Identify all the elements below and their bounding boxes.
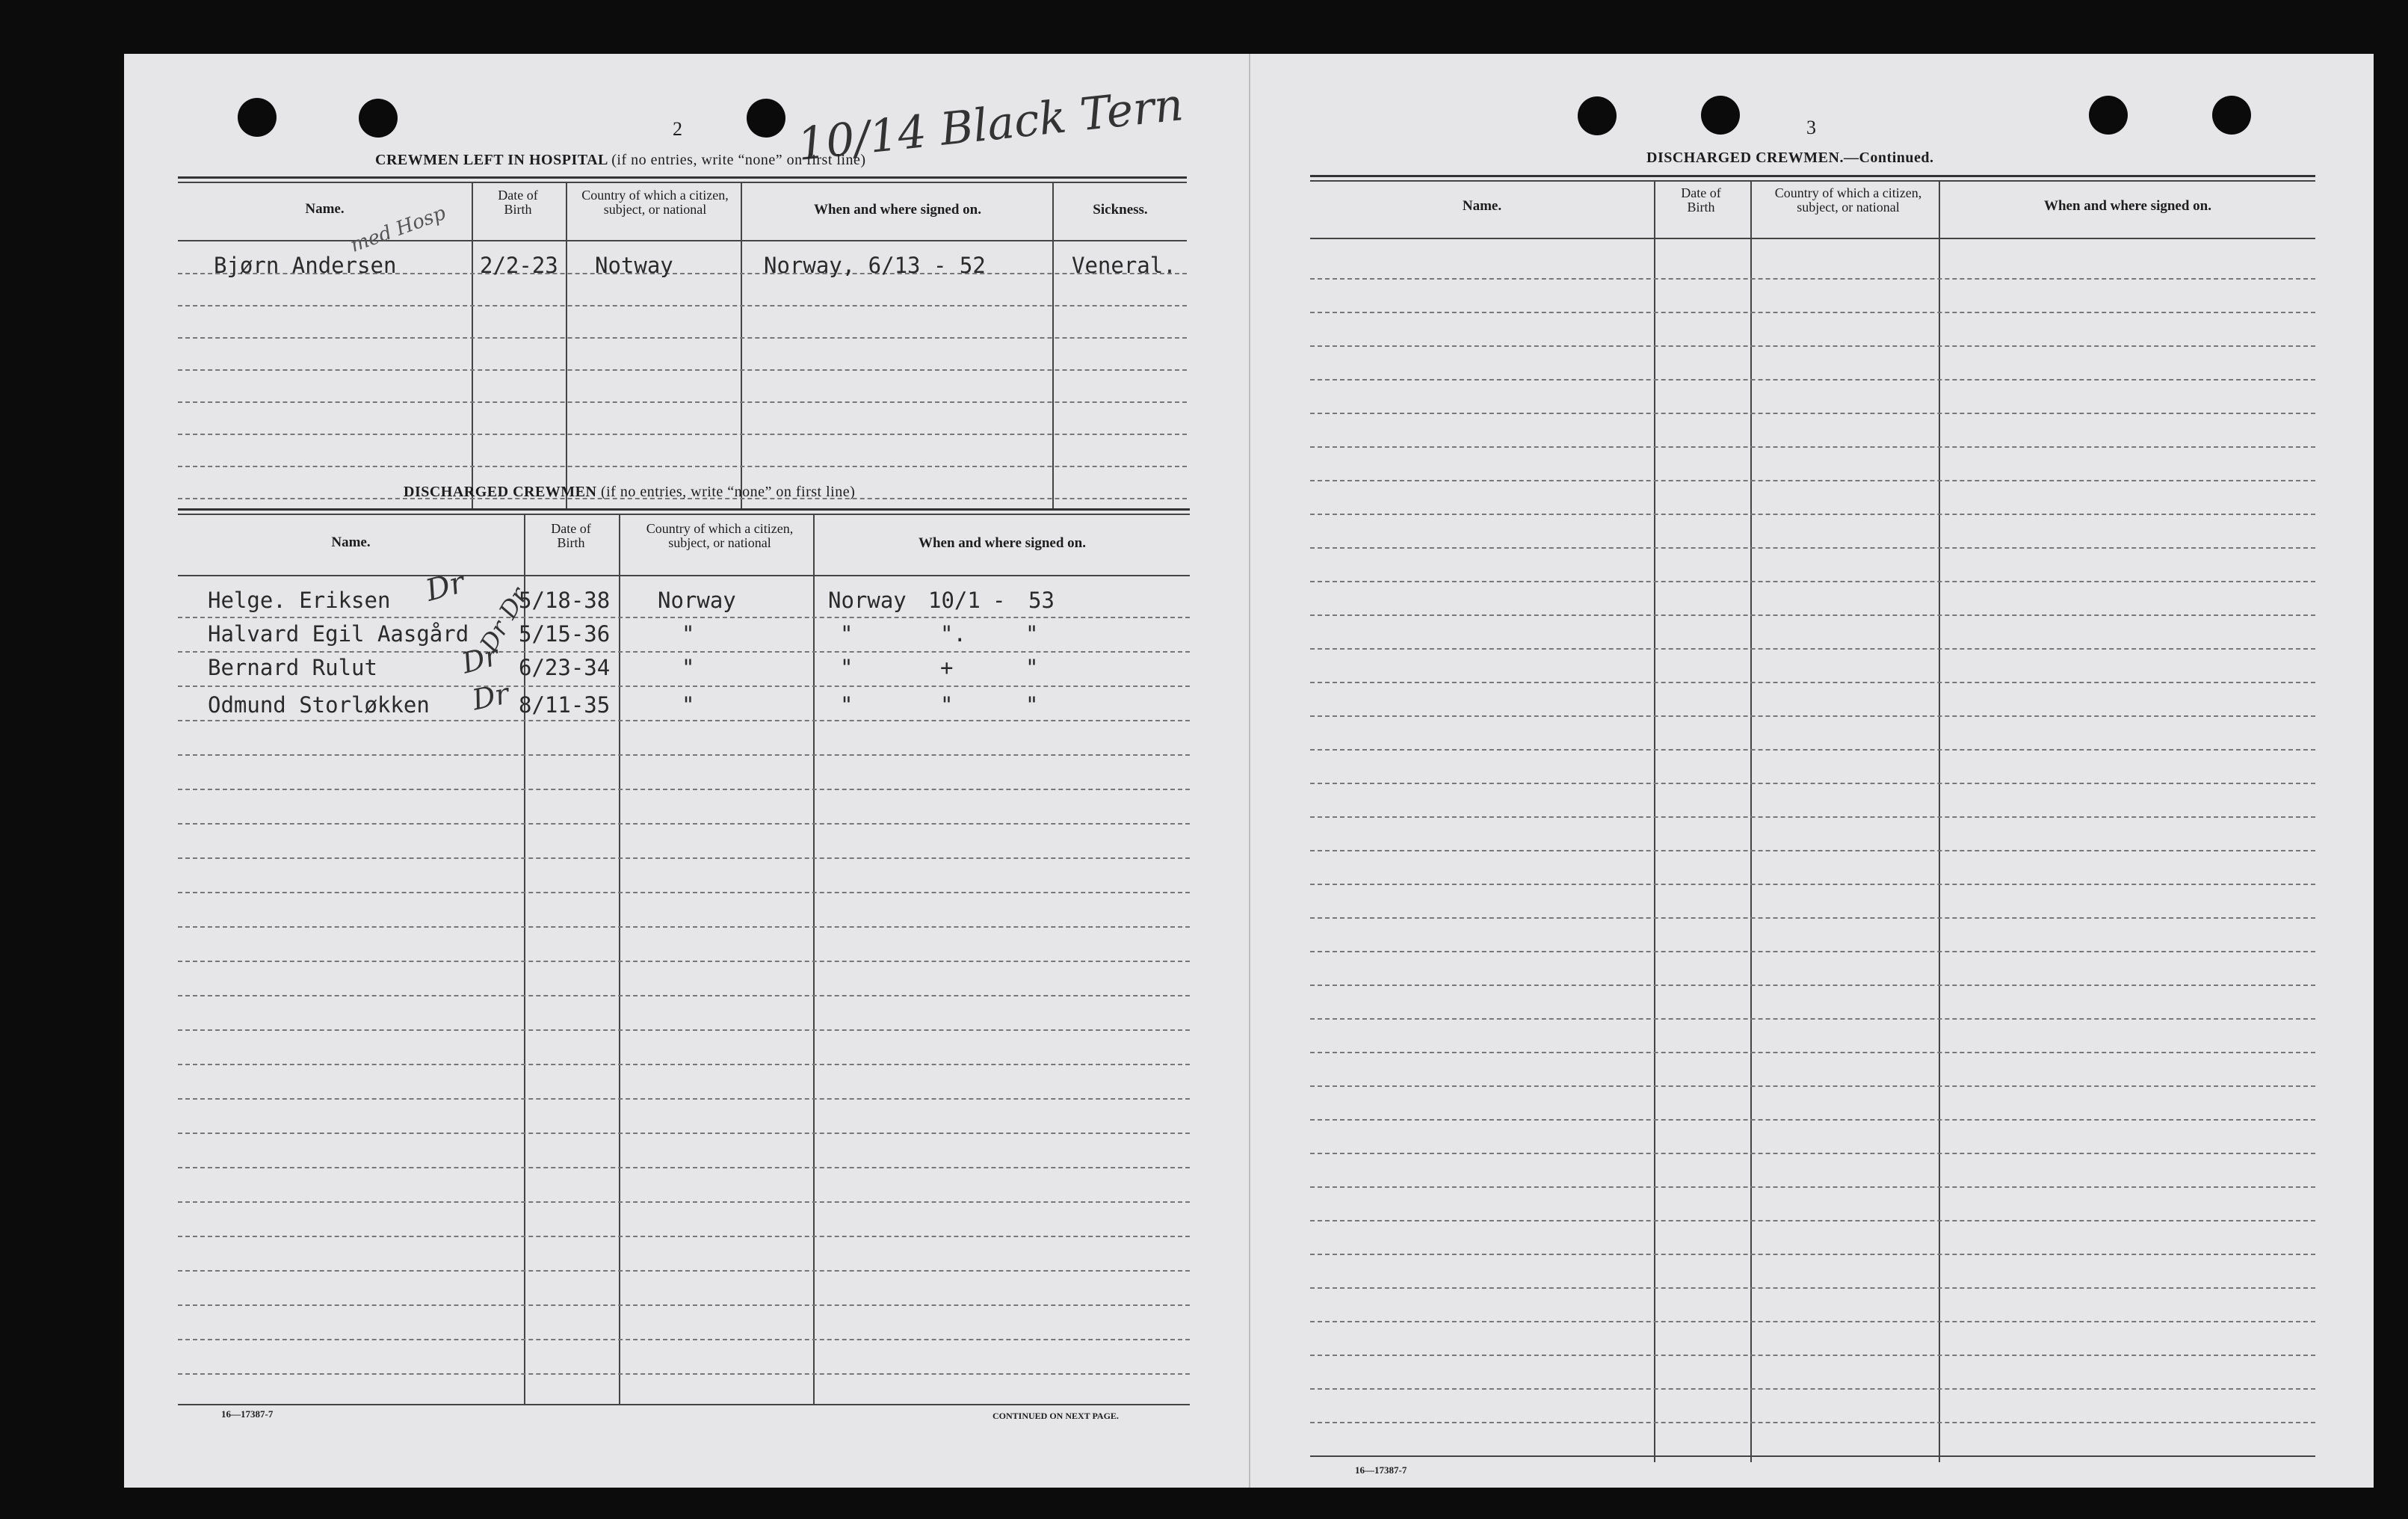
row-line [178, 1304, 1190, 1306]
row-line [1310, 783, 2315, 784]
crew-country: " [682, 692, 695, 718]
row-line [1310, 682, 2315, 683]
row-line [178, 995, 1190, 996]
row-line [178, 685, 1190, 687]
crew-dob: 6/23-34 [519, 655, 611, 680]
column-divider [741, 182, 742, 509]
column-divider [1750, 181, 1752, 1462]
crew-name: Bjørn Andersen [214, 253, 397, 278]
column-header-name: Name. [331, 534, 371, 550]
row-line [178, 337, 1187, 339]
column-header-country: Country of which a citizen, subject, or national [1774, 185, 1922, 215]
discharged-section-title: DISCHARGED CREWMEN (if no entries, write “none” on first line) [404, 484, 856, 500]
row-line [1310, 1388, 2315, 1390]
rule [178, 176, 1187, 179]
row-line [1310, 1321, 2315, 1322]
section-title: DISCHARGED CREWMEN.—Continued. [1646, 150, 1934, 166]
signed-on-year: " [1025, 655, 1039, 680]
row-line [178, 401, 1187, 403]
row-line [1310, 1220, 2315, 1221]
crew-dob: 8/11-35 [519, 692, 611, 718]
rule [178, 1404, 1190, 1405]
row-line [1310, 816, 2315, 818]
column-divider [566, 182, 567, 509]
column-header-signed: When and where signed on. [2043, 198, 2211, 214]
row-line [1310, 547, 2315, 549]
rule [1310, 180, 2315, 182]
column-header-sickness: Sickness. [1093, 202, 1148, 218]
crew-signed-on: Norway, 6/13 - 52 [764, 253, 986, 278]
row-line [178, 1167, 1190, 1168]
handwritten-mark: Dr [458, 638, 502, 680]
punch-hole [359, 99, 398, 138]
crew-country: " [682, 621, 695, 647]
column-divider [1654, 181, 1655, 1462]
column-header-dob: Date of Birth [498, 188, 538, 217]
crew-dob: 5/18-38 [519, 588, 611, 613]
column-header-name: Name. [305, 201, 345, 217]
crew-name: Halvard Egil Aasgård [208, 621, 469, 647]
crew-country: Notway [595, 253, 673, 278]
rule [178, 182, 1187, 183]
row-line [1310, 1018, 2315, 1020]
row-line [178, 1339, 1190, 1340]
punch-hole [238, 98, 277, 137]
row-line [1310, 413, 2315, 414]
continued-note: CONTINUED ON NEXT PAGE. [992, 1411, 1119, 1421]
row-line [1310, 715, 2315, 717]
row-line [178, 892, 1190, 893]
row-line [178, 1270, 1190, 1272]
row-line [1310, 1422, 2315, 1423]
column-header-country: Country of which a citizen, subject, or national [581, 188, 729, 217]
crew-name: Odmund Storløkken [208, 692, 430, 718]
row-line [178, 305, 1187, 306]
row-line [1310, 1254, 2315, 1255]
crew-country: Norway [658, 588, 736, 613]
signed-on-dash: - [992, 588, 1006, 613]
left-page [124, 54, 1249, 1488]
row-line [178, 1064, 1190, 1065]
row-line [1310, 581, 2315, 582]
rule [178, 240, 1187, 241]
punch-hole [747, 99, 785, 138]
crew-dob: 5/15-36 [519, 621, 611, 647]
row-line [178, 720, 1190, 721]
row-line [178, 1236, 1190, 1237]
signed-on-place: " [840, 621, 853, 647]
crew-name: Helge. Eriksen [208, 588, 391, 613]
row-line [1310, 278, 2315, 280]
row-line [178, 926, 1190, 928]
column-divider [1052, 182, 1054, 509]
row-line [1310, 312, 2315, 313]
row-line [178, 789, 1190, 790]
signed-on-place: " [840, 692, 853, 718]
signed-on-date: " [940, 692, 954, 718]
crew-sickness: Veneral. [1072, 253, 1176, 278]
column-header-dob: Date of Birth [551, 521, 591, 550]
rule [1310, 175, 2315, 177]
row-line [1310, 850, 2315, 851]
rule [178, 575, 1190, 576]
row-line [1310, 1287, 2315, 1289]
row-line [178, 651, 1190, 653]
row-line [178, 369, 1187, 371]
row-line [178, 1373, 1190, 1375]
row-line [1310, 1355, 2315, 1356]
signed-on-year: 53 [1028, 588, 1055, 613]
row-line [1310, 917, 2315, 919]
form-number: 16—17387-7 [1355, 1464, 1407, 1476]
row-line [1310, 1119, 2315, 1121]
row-line [1310, 1085, 2315, 1087]
row-line [178, 1133, 1190, 1134]
punch-hole [1578, 96, 1617, 135]
row-line [178, 1201, 1190, 1203]
row-line [1310, 614, 2315, 616]
column-header-dob: Date of Birth [1681, 185, 1721, 215]
row-line [1310, 514, 2315, 515]
signed-on-date: + [940, 655, 954, 680]
signed-on-place: Norway [828, 588, 907, 613]
hospital-section-title: CREWMEN LEFT IN HOSPITAL (if no entries, write “none” on first line) [375, 152, 866, 168]
column-header-country: Country of which a citizen, subject, or national [646, 521, 794, 550]
handwritten-mark: Dr [469, 677, 512, 717]
signed-on-year: " [1025, 621, 1039, 647]
row-line [178, 466, 1187, 467]
row-line [178, 961, 1190, 962]
page-number: 3 [1806, 117, 1816, 138]
row-line [1310, 446, 2315, 448]
row-line [178, 754, 1190, 756]
row-line [1310, 951, 2315, 952]
row-line [178, 434, 1187, 435]
signed-on-date: 10/1 [928, 588, 981, 613]
rule [1310, 1455, 2315, 1457]
rule [178, 508, 1190, 511]
punch-hole [2089, 96, 2128, 135]
form-number: 16—17387-7 [221, 1408, 274, 1420]
handwritten-vessel-note: 10/14 Black Tern [794, 78, 1186, 171]
row-line [178, 617, 1190, 618]
punch-hole [2212, 96, 2251, 135]
handwritten-mark: Dr [422, 565, 469, 608]
row-line [1310, 749, 2315, 751]
row-line [1310, 480, 2315, 481]
row-line [1310, 345, 2315, 347]
crew-dob: 2/2-23 [480, 253, 558, 278]
row-line [178, 857, 1190, 859]
handwritten-hospital-note: med Hosp [347, 202, 449, 257]
row-line [1310, 648, 2315, 650]
row-line [1310, 1052, 2315, 1053]
row-line [178, 1098, 1190, 1100]
row-line [1310, 884, 2315, 885]
rule [1310, 238, 2315, 239]
signed-on-year: " [1025, 692, 1039, 718]
row-line [1310, 1186, 2315, 1188]
handwritten-mark: Dr Dr [474, 582, 534, 657]
crew-country: " [682, 655, 695, 680]
column-header-signed: When and where signed on. [813, 202, 981, 218]
column-divider [1939, 181, 1940, 1462]
right-page [1249, 54, 2374, 1488]
crew-name: Bernard Rulut [208, 655, 377, 680]
row-line [1310, 379, 2315, 380]
row-line [1310, 985, 2315, 986]
rule [178, 514, 1190, 515]
row-line [178, 1029, 1190, 1031]
column-divider [472, 182, 473, 509]
punch-hole [1701, 96, 1740, 135]
column-header-name: Name. [1462, 198, 1502, 214]
page-number: 2 [673, 118, 682, 140]
row-line [178, 823, 1190, 825]
column-header-signed: When and where signed on. [918, 535, 1086, 551]
signed-on-place: " [840, 655, 853, 680]
row-line [1310, 1153, 2315, 1154]
signed-on-date: ". [940, 621, 966, 647]
